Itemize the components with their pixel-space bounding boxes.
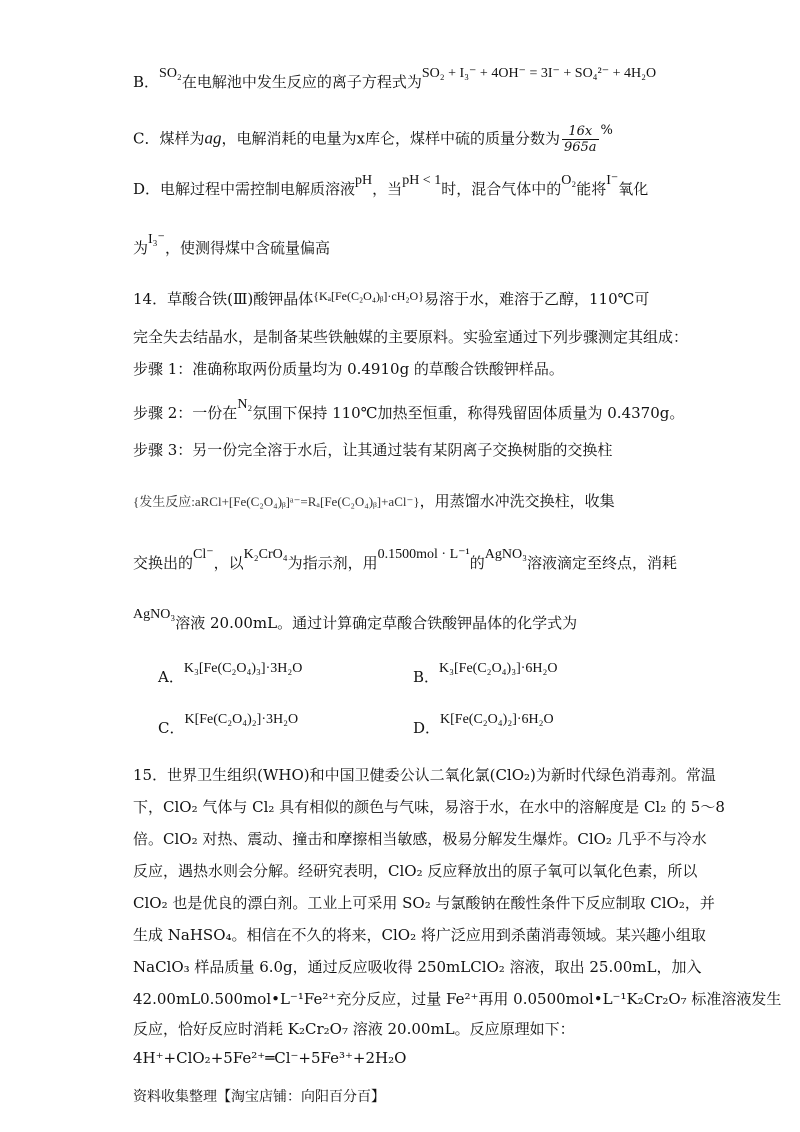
q14-option-d[interactable]: D．K[Fe(C₂O₄)₂]·6H₂O [413,712,554,737]
q14-step3: 步骤 3：另一份完全溶于水后，让其通过装有某阴离子交换树脂的交换柱 [133,441,613,459]
q14-step1: 步骤 1：准确称取两份质量均为 0.4910g 的草酸合铁酸钾样品。 [133,360,564,378]
q14-option-b[interactable]: B．K₃[Fe(C₂O₄)₃]·6H₂O [413,661,558,686]
q15-line-4: 反应，遇热水则会分解。经研究表明，ClO₂ 反应释放出的原子氧可以氧化色素，所以 [133,862,698,880]
q13-option-d: D．电解过程中需控制电解质溶液pH，当pH < 1时，混合气体中的O₂能将I⁻氧化 [133,173,649,198]
q13-option-b: B．SO₂在电解池中发生反应的离子方程式为SO₂ + I₃⁻ + 4OH⁻ = 3I⁻ + SO₄²⁻ + 4H₂O [133,66,657,91]
sulfur-fraction: $\frac{16x}{965a}$ [563,124,597,155]
q15-line-8: 42.00mL0.500mol•L⁻¹Fe²⁺充分反应，过量 Fe²⁺再用 0.0500mol•L⁻¹K₂Cr₂O₇ 标准溶液发生 [133,990,782,1008]
q15-line-10: 4H⁺+ClO₂+5Fe²⁺═Cl⁻+5Fe³⁺+2H₂O [133,1049,407,1067]
crystal-formula: {Kₐ[Fe(C₂O₄)ᵦ]·cH₂O} [313,289,424,303]
so2-formula: SO₂ [159,66,182,81]
ion-equation: SO₂ + I₃⁻ + 4OH⁻ = 3I⁻ + SO₄²⁻ + 4H₂O [421,66,657,81]
q15-line-1: 15．世界卫生组织(WHO)和中国卫健委公认二氧化氯(ClO₂)为新时代绿色消毒剂。常温 [133,766,716,784]
footer-source: 资料收集整理【淘宝店铺：向阳百分百】 [133,1089,385,1105]
q15-line-3: 倍。ClO₂ 对热、震动、撞击和摩擦相当敏感，极易分解发生爆炸。ClO₂ 几乎不与冷水 [133,830,707,848]
q15-line-5: ClO₂ 也是优良的漂白剂。工业上可采用 SO₂ 与氯酸钠在酸性条件下反应制取 ClO₂，并 [133,894,715,912]
q15-line-2: 下，ClO₂ 气体与 Cl₂ 具有相似的颜色与气味，易溶于水，在水中的溶解度是 Cl₂ 的 5～8 [133,798,725,816]
q14-option-c[interactable]: C．K[Fe(C₂O₄)₂]·3H₂O [158,712,299,737]
q15-line-7: NaClO₃ 样品质量 6.0g，通过反应吸收得 250mLClO₂ 溶液，取出 25.00mL，加入 [133,958,702,976]
q14-stem-line1: 14．草酸合铁(Ⅲ)酸钾晶体$^{\{K_a[Fe(C_2O_4)ᵦ]\cdot cH_2O\}}$易溶于水，难溶于乙醇，110℃可 [133,289,650,308]
q13-option-d-cont: 为I₃⁻，使测得煤中含硫量偏高 [133,232,330,257]
q15-line-9: 反应，恰好反应时消耗 K₂Cr₂O₇ 溶液 20.00mL。反应原理如下： [133,1020,575,1038]
q14-step3-reaction: {发生反应:aRCl+[Fe(C₂O₄)ᵦ]ᵃ⁻=Rₐ[Fe(C₂O₄)ᵦ]+aCl⁻}，用蒸馏水冲洗交换柱，收集 [133,492,615,510]
q14-question-line: AgNO₃溶液 20.00mL。通过计算确定草酸合铁酸钾晶体的化学式为 [133,607,578,632]
q15-line-6: 生成 NaHSO₄。相信在不久的将来，ClO₂ 将广泛应用到杀菌消毒领域。某兴趣小组取 [133,926,706,944]
q13-option-c: C．煤样为ag，电解消耗的电量为x库仑，煤样中硫的质量分数为 $\frac{16x}{965a}$ % [133,122,613,155]
q14-titration-line: 交换出的Cl⁻，以K₂CrO₄为指示剂，用0.1500mol · L⁻¹的AgNO₃溶液滴定至终点，消耗 [133,547,677,572]
q14-stem-line2: 完全失去结晶水，是制备某些铁触媒的主要原料。实验室通过下列步骤测定其组成： [133,328,689,346]
q14-option-a[interactable]: A．K₃[Fe(C₂O₄)₃]·3H₂O [158,661,303,686]
q14-step2: 步骤 2：一份在N₂氛围下保持 110℃加热至恒重，称得残留固体质量为 0.4370g。 [133,397,685,422]
exchange-reaction: {发生反应:aRCl+[Fe(C₂O₄)ᵦ]ᵃ⁻=Rₐ[Fe(C₂O₄)ᵦ]+aCl⁻} [133,494,420,509]
